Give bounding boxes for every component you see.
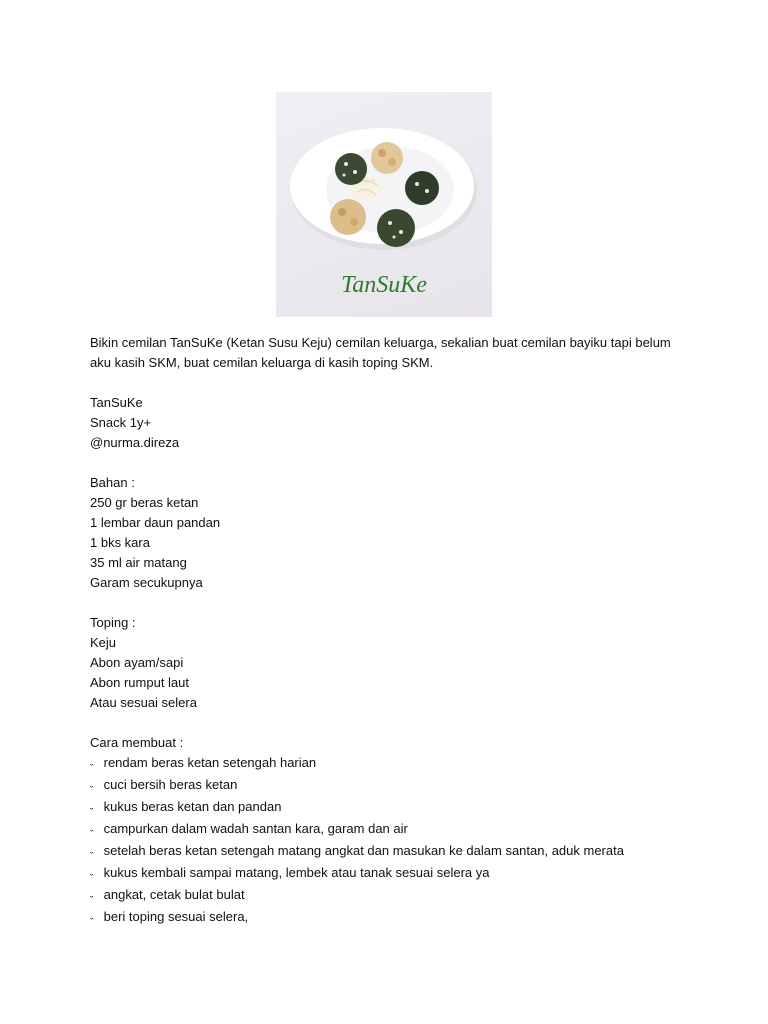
rice-ball-seaweed-2 bbox=[405, 171, 439, 205]
step-text: beri toping sesuai selera, bbox=[103, 909, 249, 924]
step-item bbox=[90, 819, 690, 841]
step-text: setelah beras ketan setengah matang angkat dan masukan ke dalam santan, aduk merata bbox=[103, 843, 624, 858]
ingredient-item: 1 lembar daun pandan bbox=[90, 515, 221, 530]
ingredient-item: 35 ml air matang bbox=[90, 555, 187, 570]
step-text: cuci bersih beras ketan bbox=[103, 777, 238, 792]
step-bullet: ˵ bbox=[90, 825, 93, 836]
step-item bbox=[90, 885, 690, 907]
topping-item: Keju bbox=[90, 635, 117, 650]
step-item bbox=[90, 775, 690, 797]
step-text: kukus beras ketan dan pandan bbox=[103, 799, 282, 814]
step-bullet: ˵ bbox=[90, 781, 93, 792]
step-bullet: ˵ bbox=[90, 803, 93, 814]
step-bullet: ˵ bbox=[90, 869, 93, 880]
recipe-photo bbox=[276, 92, 492, 317]
rice-ball-floss-1 bbox=[371, 142, 403, 174]
step-item bbox=[90, 753, 690, 775]
step-item bbox=[90, 797, 690, 819]
step-bullet: ˵ bbox=[90, 759, 93, 770]
ingredient-item: Garam secukupnya bbox=[90, 575, 203, 590]
plate-illustration bbox=[276, 92, 492, 317]
topping-item: Abon rumput laut bbox=[90, 675, 190, 690]
step-item bbox=[90, 841, 690, 863]
ingredient-item: 250 gr beras ketan bbox=[90, 495, 199, 510]
rice-ball-seaweed-3 bbox=[377, 209, 415, 247]
step-text: angkat, cetak bulat bulat bbox=[103, 887, 245, 902]
recipe-name: TanSuKe bbox=[90, 395, 143, 410]
rice-ball-floss-2 bbox=[330, 199, 366, 235]
topping-item: Atau sesuai selera bbox=[90, 695, 197, 710]
recipe-text bbox=[90, 333, 690, 929]
photo-caption: TanSuKe bbox=[341, 272, 427, 298]
intro-paragraph: Bikin cemilan TanSuKe (Ketan Susu Keju) cemilan keluarga, sekalian buat cemilan bayiku tapi belum aku kasih SKM, buat cemilan keluarga di kasih toping SKM. bbox=[90, 335, 671, 370]
step-text: campurkan dalam wadah santan kara, garam dan air bbox=[103, 821, 408, 836]
step-text: rendam beras ketan setengah harian bbox=[103, 755, 317, 770]
recipe-age: Snack 1y+ bbox=[90, 415, 152, 430]
step-item bbox=[90, 863, 690, 885]
step-bullet: ˵ bbox=[90, 847, 93, 858]
topping-item: Abon ayam/sapi bbox=[90, 655, 184, 670]
ingredient-item: 1 bks kara bbox=[90, 535, 150, 550]
author-handle: @nurma.direza bbox=[90, 435, 180, 450]
step-item bbox=[90, 907, 690, 929]
bahan-heading: Bahan : bbox=[90, 475, 135, 490]
step-bullet: ˵ bbox=[90, 891, 93, 902]
step-text: kukus kembali sampai matang, lembek atau tanak sesuai selera ya bbox=[103, 865, 490, 880]
step-bullet: ˵ bbox=[90, 913, 93, 924]
rice-ball-seaweed-1 bbox=[335, 153, 367, 185]
cara-heading: Cara membuat : bbox=[90, 735, 184, 750]
toping-heading: Toping : bbox=[90, 615, 136, 630]
